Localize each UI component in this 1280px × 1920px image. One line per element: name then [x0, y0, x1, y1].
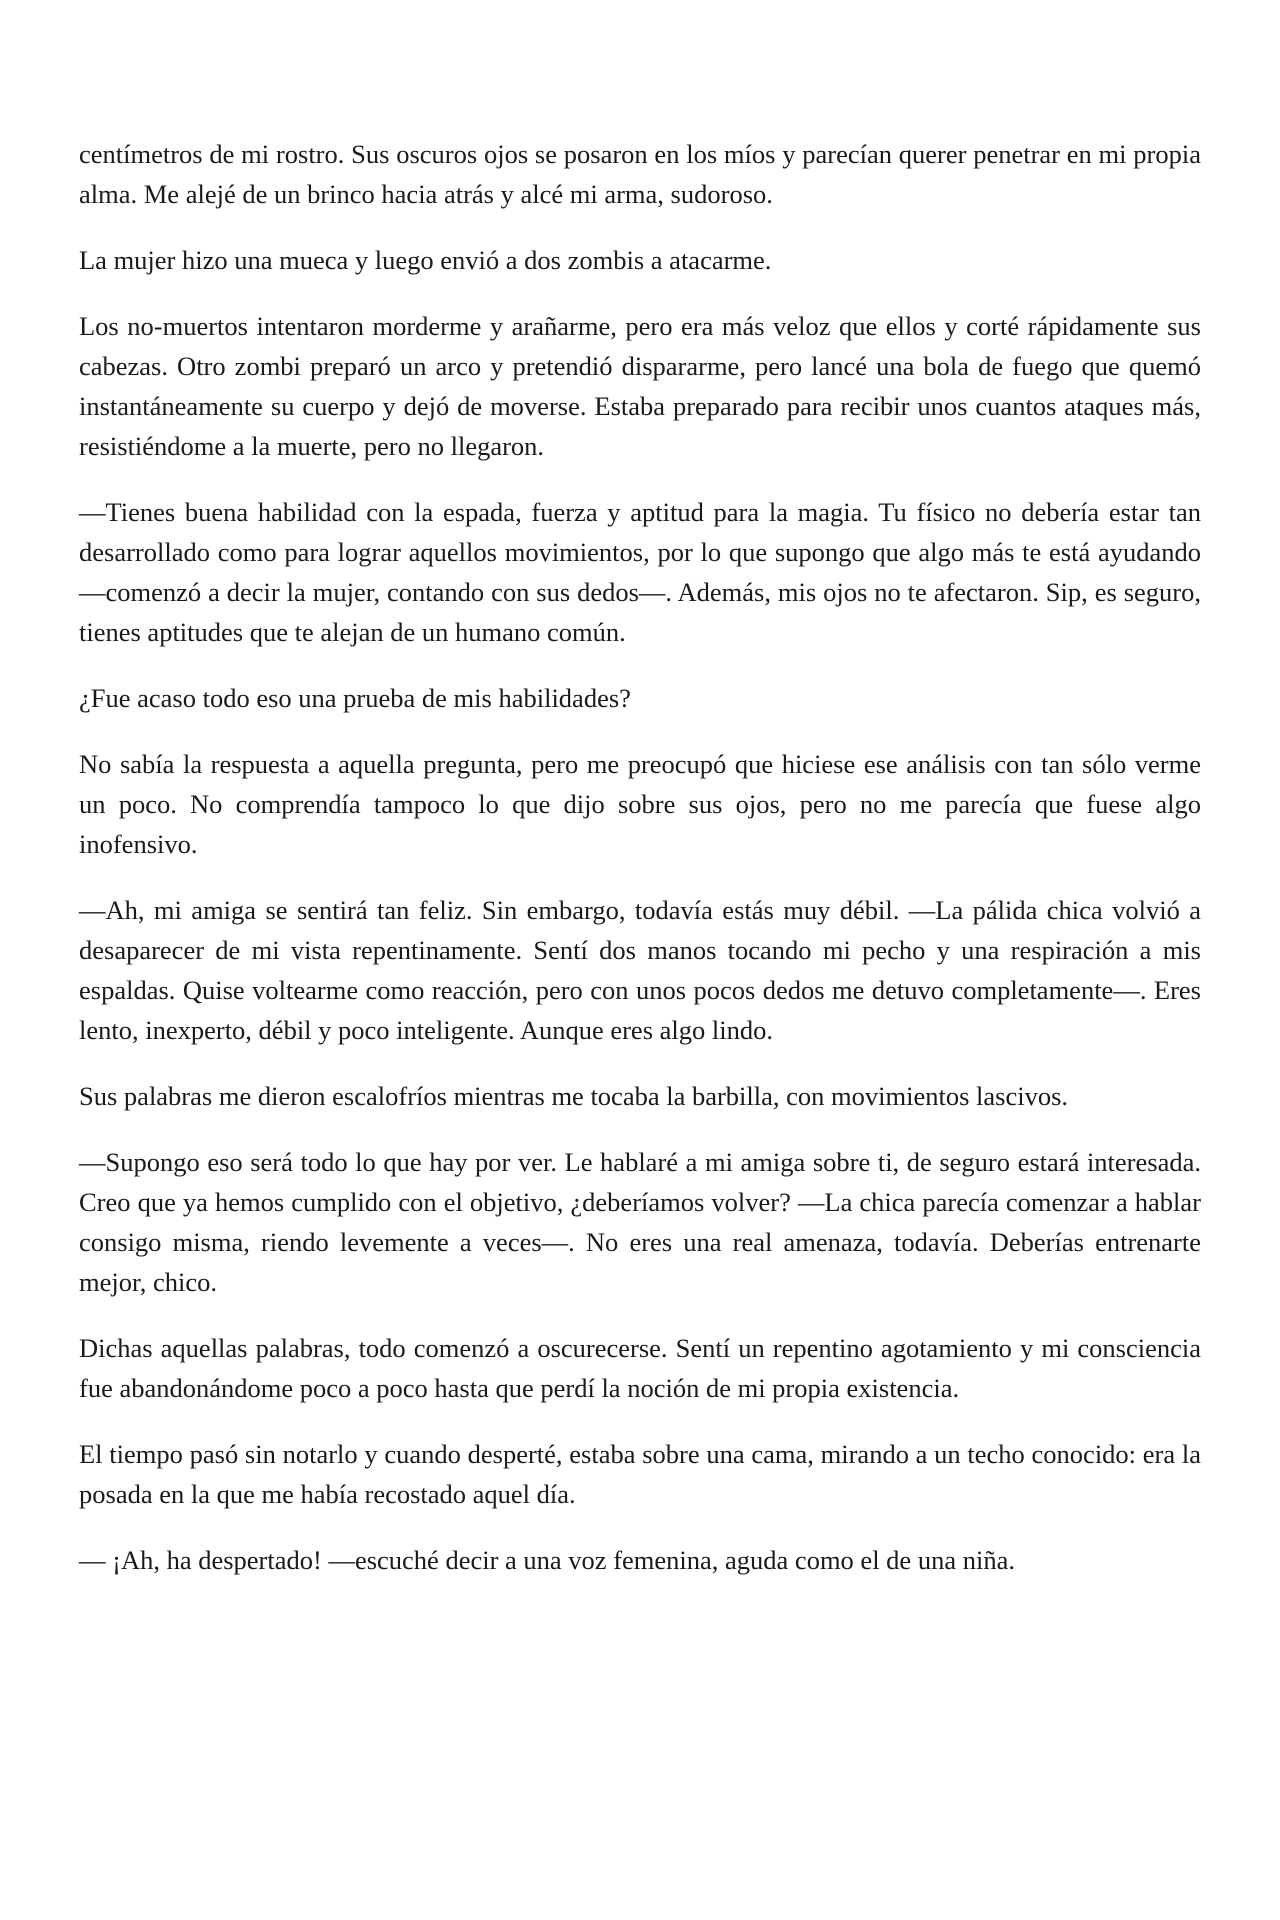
paragraph-12: — ¡Ah, ha despertado! —escuché decir a una voz femenina, aguda como el de una niña.	[79, 1545, 1015, 1575]
paragraph-8: Sus palabras me dieron escalofríos mientras me tocaba la barbilla, con movimientos lascivos.	[79, 1081, 1069, 1111]
paragraph-2: La mujer hizo una mueca y luego envió a dos zombis a atacarme.	[79, 245, 772, 275]
paragraph-3: Los no-muertos intentaron morderme y arañarme, pero era más veloz que ellos y corté rápidamente sus cabezas. Otro zombi preparó un arco y pretendió dispararme, pero lancé una bola de fuego que quemó instantáneamente su cuerpo y dejó de moverse. Estaba preparado para recibir unos cuantos ataques más, resistiéndome a la muerte, pero no llegaron.	[79, 311, 1201, 461]
paragraph-7: —Ah, mi amiga se sentirá tan feliz. Sin embargo, todavía estás muy débil. —La pálida chica volvió a desaparecer de mi vista repentinamente. Sentí dos manos tocando mi pecho y una respiración a mis espaldas. Quise voltearme como reacción, pero con unos pocos dedos me detuvo completamente—. Eres lento, inexperto, débil y poco inteligente. Aunque eres algo lindo.	[79, 895, 1201, 1045]
paragraph-10: Dichas aquellas palabras, todo comenzó a oscurecerse. Sentí un repentino agotamiento y mi consciencia fue abandonándome poco a poco hasta que perdí la noción de mi propia existencia.	[79, 1333, 1201, 1403]
paragraph-4: —Tienes buena habilidad con la espada, fuerza y aptitud para la magia. Tu físico no debería estar tan desarrollado como para lograr aquellos movimientos, por lo que supongo que algo más te está ayudando —comenzó a decir la mujer, contando con sus dedos—. Además, mis ojos no te afectaron. Sip, es seguro, tienes aptitudes que te alejan de un humano común.	[79, 497, 1201, 647]
paragraph-5: ¿Fue acaso todo eso una prueba de mis habilidades?	[79, 683, 631, 713]
paragraph-6: No sabía la respuesta a aquella pregunta, pero me preocupó que hiciese ese análisis con tan sólo verme un poco. No comprendía tampoco lo que dijo sobre sus ojos, pero no me parecía que fuese algo inofensivo.	[79, 749, 1201, 859]
paragraph-9: —Supongo eso será todo lo que hay por ver. Le hablaré a mi amiga sobre ti, de seguro estará interesada. Creo que ya hemos cumplido con el objetivo, ¿deberíamos volver? —La chica parecía comenzar a hablar consigo misma, riendo levemente a veces—. No eres una real amenaza, todavía. Deberías entrenarte mejor, chico.	[79, 1147, 1201, 1297]
paragraph-1: centímetros de mi rostro. Sus oscuros ojos se posaron en los míos y parecían querer penetrar en mi propia alma. Me alejé de un brinco hacia atrás y alcé mi arma, sudoroso.	[79, 139, 1201, 209]
paragraph-11: El tiempo pasó sin notarlo y cuando desperté, estaba sobre una cama, mirando a un techo conocido: era la posada en la que me había recostado aquel día.	[79, 1439, 1201, 1509]
